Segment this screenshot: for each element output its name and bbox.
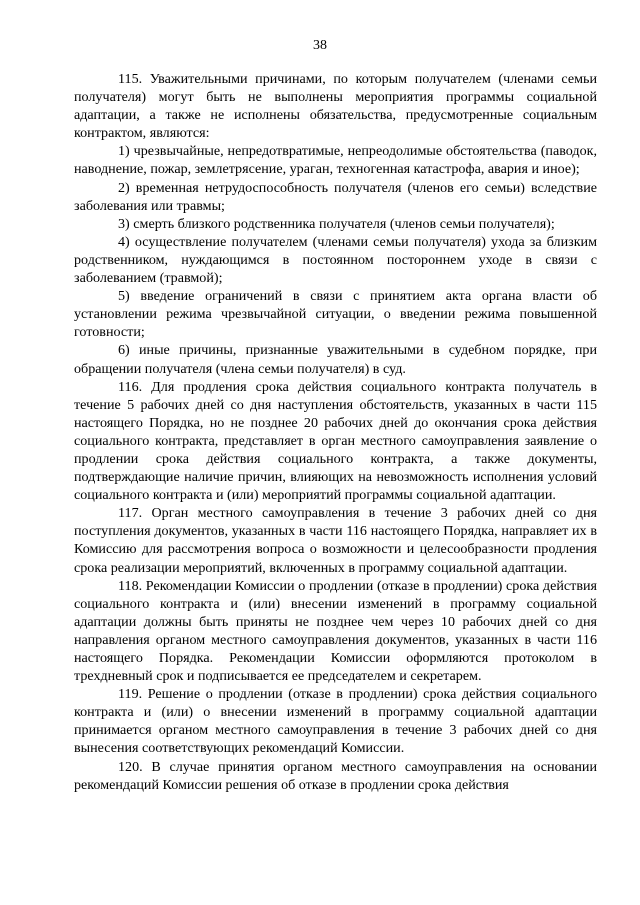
paragraph-115: 115. Уважительными причинами, по которым получателем (членами семьи получателя) могут быть не выполнены мероприятия программы социальной адаптации, а также не исполнены обязательства, предусмотренные социальным контрактом, являются:	[74, 71, 597, 142]
paragraph-119: 119. Решение о продлении (отказе в продлении) срока действия социального контракта и (или) о внесении изменений в программу социальной адаптации принимается органом местного самоуправления в течение 3 рабочих дней со дня вынесения соответствующих рекомендаций Комиссии.	[74, 686, 597, 757]
paragraph-115-item-3: 3) смерть близкого родственника получателя (членов семьи получателя);	[118, 215, 555, 232]
paragraph-120: 120. В случае принятия органом местного самоуправления на основании рекомендаций Комиссии решения об отказе в продлении срока действия	[74, 758, 597, 793]
paragraph-115-item-6: 6) иные причины, признанные уважительными в судебном порядке, при обращении получателя (члена семьи получателя) в суд.	[74, 342, 597, 377]
paragraph-115-item-2: 2) временная нетрудоспособность получателя (членов его семьи) вследствие заболевания или травмы;	[74, 179, 597, 214]
paragraph-118: 118. Рекомендации Комиссии о продлении (отказе в продлении) срока действия социального контракта и (или) внесении изменений в программу социальной адаптации должны быть приняты не позднее чем через 10 рабочих дней со дня направления органом местного самоуправления документов, указанных в части 116 настоящего Порядка. Рекомендации Комиссии оформляются протоколом в трехдневный срок и подписывается ее председателем и секретарем.	[74, 577, 597, 685]
document-body	[74, 70, 597, 794]
paragraph-117: 117. Орган местного самоуправления в течение 3 рабочих дней со дня поступления документов, указанных в части 116 настоящего Порядка, направляет их в Комиссию для рассмотрения вопроса о возможности и целесообразности продления срока реализации мероприятий, включенных в программу социальной адаптации.	[74, 505, 597, 576]
page-number: 38	[313, 38, 327, 53]
paragraph-116: 116. Для продления срока действия социального контракта получатель в течение 5 рабочих дней со дня наступления обстоятельств, указанных в части 115 настоящего Порядка, но не позднее 20 рабочих дней до окончания срока действия социального контракта, представляет в орган местного самоуправления заявление о продлении срока действия социального контракта, а также документы, подтверждающие наличие причин, влияющих на невозможность исполнения условий социального контракта и (или) мероприятий программы социальной адаптации.	[74, 378, 597, 504]
paragraph-115-item-4: 4) осуществление получателем (членами семьи получателя) ухода за близким родственником, нуждающимся в постоянном постороннем уходе в связи с заболеванием (травмой);	[74, 233, 597, 287]
paragraph-115-item-1: 1) чрезвычайные, непредотвратимые, непреодолимые обстоятельства (паводок, наводнение, пожар, землетрясение, ураган, техногенная катастрофа, авария и иное);	[74, 143, 597, 178]
paragraph-115-item-5: 5) введение ограничений в связи с принятием акта органа власти об установлении режима чрезвычайной ситуации, о введении режима повышенной готовности;	[74, 288, 597, 341]
